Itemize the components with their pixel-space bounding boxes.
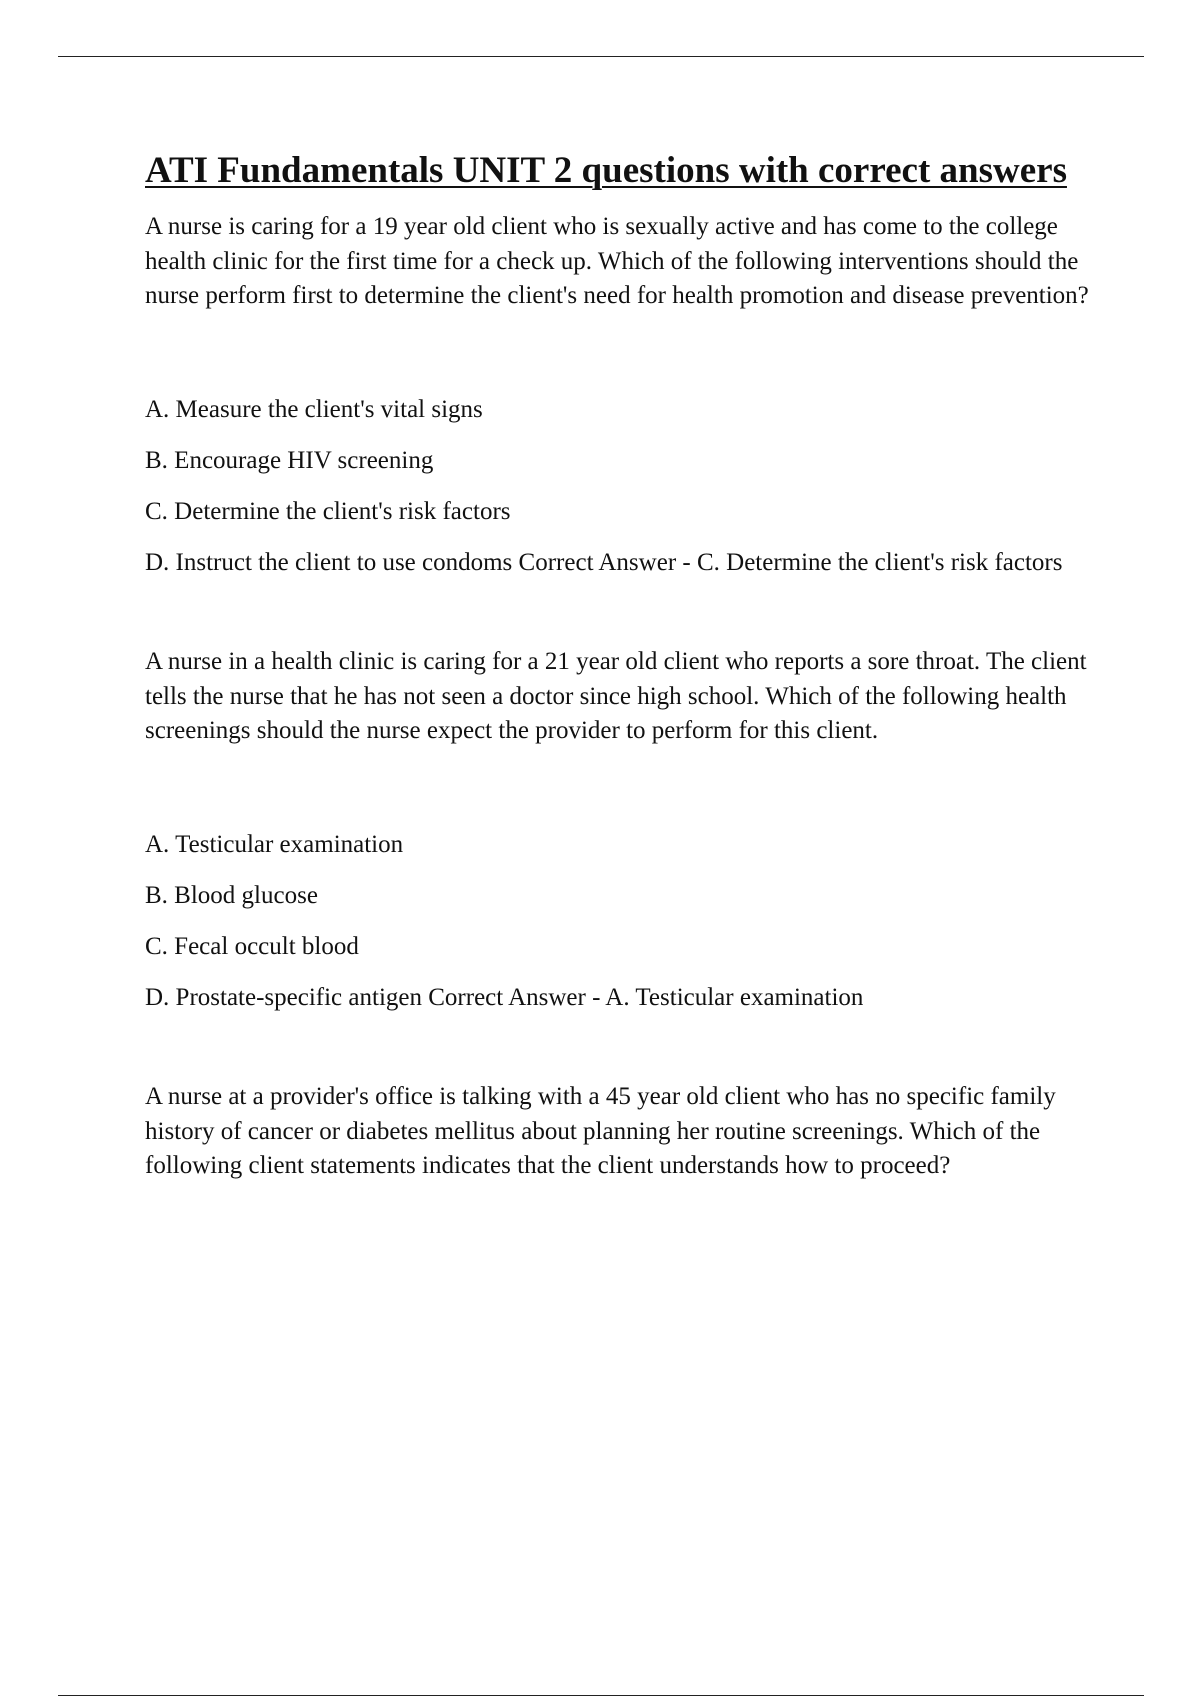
question-text: A nurse in a health clinic is caring for a 21 year old client who reports a sore throat. The client tells the nurse that he has not seen a doctor since high school. Which of the following health screenings should the nurse expect the provider to perform for this client.: [145, 648, 1087, 744]
question-block-3: [145, 1080, 1105, 1184]
bottom-rule: [58, 1695, 1144, 1696]
option-d: D. Instruct the client to use condoms: [145, 548, 513, 576]
option-b: B. Encourage HIV screening: [145, 446, 434, 474]
option-d-with-answer: [145, 981, 1105, 1016]
document-title: ATI Fundamentals UNIT 2 questions with correct answers: [145, 150, 1067, 191]
question-block-1: [145, 210, 1105, 580]
option-b: B. Blood glucose: [145, 881, 318, 909]
correct-answer: Correct Answer - A. Testicular examination: [428, 983, 864, 1011]
option-c: C. Fecal occult blood: [145, 932, 359, 960]
options-list: [145, 828, 1105, 1016]
top-rule: [58, 56, 1144, 57]
question-text: A nurse at a provider's office is talking with a 45 year old client who has no specific family history of cancer or diabetes mellitus about planning her routine screenings. Which of the following client statements indicates that the client understands how to proceed?: [145, 1083, 1056, 1179]
option-a: A. Measure the client's vital signs: [145, 395, 483, 423]
option-d-with-answer: [145, 546, 1105, 581]
correct-answer: Correct Answer - C. Determine the client's risk factors: [518, 548, 1063, 576]
document-body: [145, 146, 1105, 1184]
option-a: A. Testicular examination: [145, 830, 404, 858]
question-block-2: [145, 645, 1105, 1015]
option-c: C. Determine the client's risk factors: [145, 497, 511, 525]
question-text: A nurse is caring for a 19 year old client who is sexually active and has come to the college health clinic for the first time for a check up. Which of the following interventions should the nurse perform first to determine the client's need for health promotion and disease prevention?: [145, 213, 1089, 309]
option-d: D. Prostate-specific antigen: [145, 983, 422, 1011]
options-list: [145, 393, 1105, 581]
